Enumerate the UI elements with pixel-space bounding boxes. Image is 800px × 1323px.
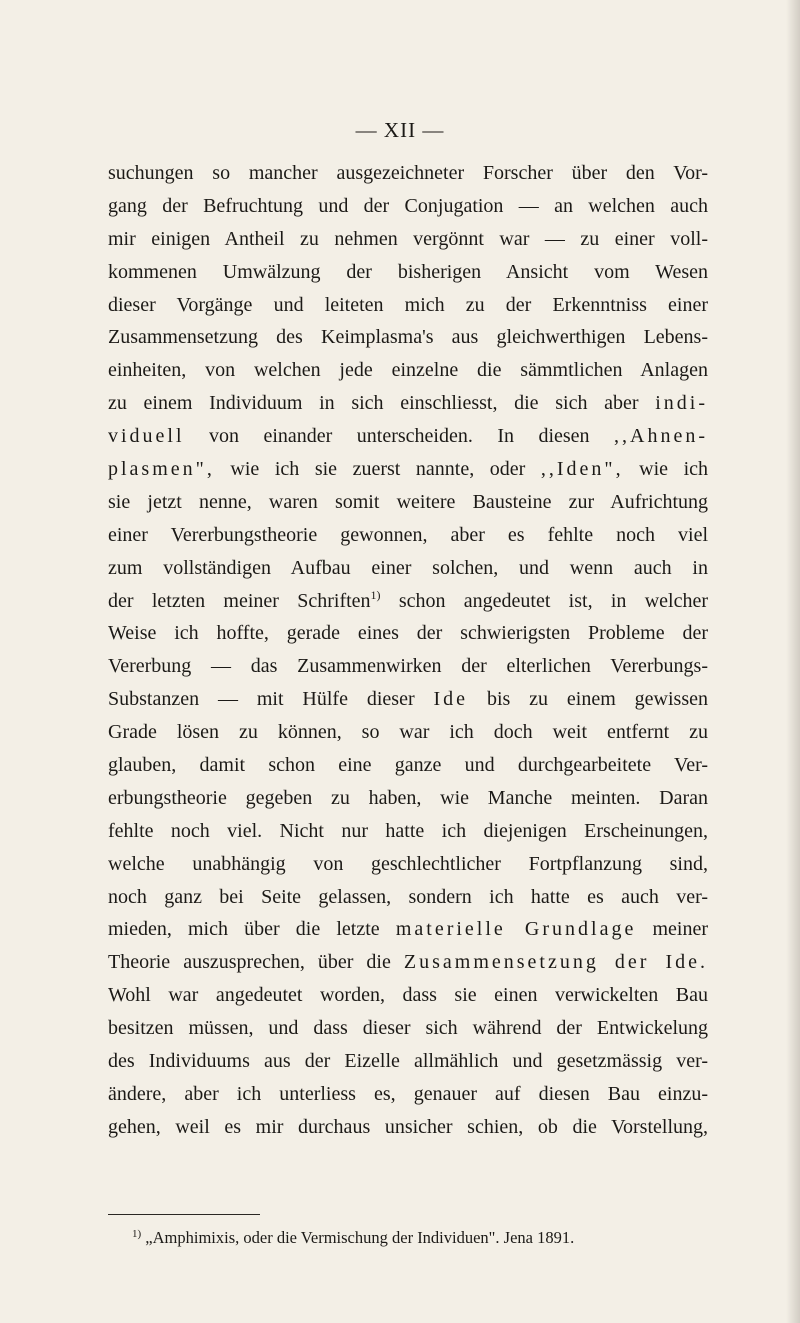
- text-line: kommenen Umwälzung der bisherigen Ansicht vom Wesen: [108, 260, 708, 283]
- spaced-word: plasmen",: [108, 458, 215, 481]
- text-line: suchungen so mancher ausgezeichneter Forscher über den Vor-: [108, 162, 708, 184]
- text-line: besitzen müssen, und dass dieser sich während der Entwickelung: [108, 1017, 708, 1040]
- text-line: mir einigen Antheil zu nehmen vergönnt war — zu einer voll-: [108, 227, 708, 250]
- spaced-word: indi-: [655, 392, 709, 415]
- text-line: welche unabhängig von geschlechtlicher Fortpflanzung sind,: [108, 852, 708, 875]
- text-segment: meiner: [652, 918, 709, 941]
- text-line: [108, 946, 708, 979]
- text-line: zum vollständigen Aufbau einer solchen, und wenn auch in: [108, 556, 708, 579]
- text-line: dieser Vorgänge und leiteten mich zu der Erkenntniss einer: [108, 293, 708, 316]
- text-segment: von einander unterscheiden. In diesen: [209, 425, 590, 448]
- footnote-reference[interactable]: 1): [370, 587, 381, 602]
- text-line: [108, 387, 708, 420]
- text-line: sie jetzt nenne, waren somit weitere Bausteine zur Aufrichtung: [108, 490, 708, 513]
- text-line: fehlte noch viel. Nicht nur hatte ich diejenigen Erscheinungen,: [108, 819, 708, 842]
- text-line: Zusammensetzung des Keimplasma's aus gleichwerthigen Lebens-: [108, 326, 708, 349]
- text-line: gang der Befruchtung und der Conjugation — an welchen auch: [108, 194, 708, 217]
- text-segment: mieden, mich über die letzte: [108, 918, 380, 941]
- text-segment: wie ich: [639, 458, 709, 481]
- text-segment: schon angedeutet ist, in welcher: [398, 589, 708, 612]
- text-segment: zu einem Individuum in sich einschliesst, die sich aber: [108, 392, 639, 415]
- text-line: einheiten, von welchen jede einzelne die sämmtlichen Anlagen: [108, 359, 708, 382]
- body-text: [108, 157, 708, 1144]
- text-line: [108, 453, 708, 486]
- page-number: — XII —: [355, 118, 445, 142]
- text-line: noch ganz bei Seite gelassen, sondern ich hatte es auch ver-: [108, 885, 708, 908]
- footnote-divider: [108, 1214, 260, 1215]
- page-edge-shadow: [786, 0, 800, 1323]
- spaced-word: viduell: [108, 425, 185, 448]
- text-line: [108, 585, 708, 618]
- spaced-word: ,,Ahnen-: [614, 425, 708, 448]
- text-line: [108, 683, 708, 716]
- text-line: erbungstheorie gegeben zu haben, wie Manche meinten. Daran: [108, 786, 708, 809]
- spaced-word: Zusammensetzung der Ide.: [403, 951, 708, 974]
- text-line: [108, 913, 708, 946]
- text-line: gehen, weil es mir durchaus unsicher schien, ob die Vorstellung,: [108, 1115, 708, 1138]
- footnote-text: „Amphimixis, oder die Vermischung der Individuen". Jena 1891.: [145, 1228, 575, 1247]
- text-line: einer Vererbungstheorie gewonnen, aber es fehlte noch viel: [108, 523, 708, 546]
- spaced-word: ,,Iden",: [540, 458, 624, 481]
- text-segment: Substanzen — mit Hülfe dieser: [108, 688, 415, 711]
- text-line: des Individuums aus der Eizelle allmählich und gesetzmässig ver-: [108, 1050, 708, 1073]
- spaced-word: Ide: [433, 688, 469, 711]
- text-segment: Theorie auszusprechen, über die: [108, 951, 391, 974]
- text-line: Grade lösen zu können, so war ich doch weit entfernt zu: [108, 721, 708, 744]
- footnote: [132, 1228, 722, 1248]
- text-line: Vererbung — das Zusammenwirken der elterlichen Vererbungs-: [108, 655, 708, 678]
- text-line: glauben, damit schon eine ganze und durchgearbeitete Ver-: [108, 754, 708, 777]
- text-line: Wohl war angedeutet worden, dass sie einen verwickelten Bau: [108, 984, 708, 1007]
- text-line: ändere, aber ich unterliess es, genauer auf diesen Bau einzu-: [108, 1082, 708, 1105]
- text-line: Weise ich hoffte, gerade eines der schwierigsten Probleme der: [108, 622, 708, 645]
- text-segment: der letzten meiner Schriften: [108, 589, 371, 612]
- text-line: [108, 420, 708, 453]
- spaced-word: materielle Grundlage: [395, 918, 637, 941]
- text-segment: wie ich sie zuerst nannte, oder: [230, 458, 526, 481]
- text-segment: bis zu einem gewissen: [486, 688, 709, 711]
- footnote-marker: 1): [132, 1228, 142, 1240]
